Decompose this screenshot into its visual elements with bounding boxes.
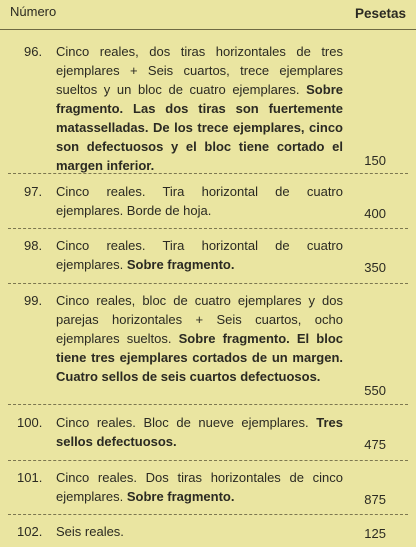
- lot-text: Cinco reales. Dos tiras horizontales de cinco ejemplares.: [56, 470, 343, 504]
- lot-number: 101.: [17, 470, 43, 485]
- lot-description: [56, 468, 343, 506]
- lot-text: Cinco reales. Tira horizontal de cuatro ejemplares. Borde de hoja.: [56, 184, 343, 218]
- lot-text-bold: Tres sellos defectuosos.: [56, 415, 343, 449]
- lot-number: 100.: [17, 415, 43, 430]
- lot-price: 875: [364, 492, 386, 507]
- lot-text: Cinco reales. Tira horizontal de cuatro ejemplares.: [56, 238, 343, 272]
- lot-divider: [8, 404, 408, 405]
- lot-price: 400: [364, 206, 386, 221]
- lot-divider: [8, 514, 408, 515]
- lot-description: [56, 413, 343, 451]
- lot-price: 150: [364, 153, 386, 168]
- lot-divider: [8, 460, 408, 461]
- lot-number: 96.: [24, 44, 43, 59]
- lot-text-bold: Sobre fragmento. Las dos tiras son fuertemente matasselladas. De los trece ejemplares, cinco son defectuosos y el bloc tiene cortado el margen inferior.: [56, 82, 343, 173]
- lot-text-bold: Sobre fragmento. El bloc tiene tres ejemplares cortados de un margen. Cuatro sellos de seis cuartos defectuosos.: [56, 331, 344, 384]
- lot-divider: [8, 173, 408, 174]
- lot-divider: [8, 228, 408, 229]
- lot-price: 550: [364, 383, 386, 398]
- lot-text-bold: Sobre fragmento.: [126, 489, 235, 504]
- lot-number: 102.: [17, 524, 43, 539]
- lot-number: 98.: [24, 238, 43, 253]
- lot-divider: [8, 283, 408, 284]
- lot-text-bold: Sobre fragmento.: [126, 257, 235, 272]
- lot-text: Cinco reales, dos tiras horizontales de tres ejemplares + Seis cuartos, trece ejemplares sueltos y un bloc de cuatro ejemplares.: [56, 44, 343, 97]
- lot-description: [56, 522, 343, 541]
- lot-description: [56, 291, 343, 386]
- lot-description: [56, 182, 343, 220]
- lot-number: 99.: [24, 293, 43, 308]
- number-column-header: Número: [10, 4, 57, 19]
- lot-text: Cinco reales. Bloc de nueve ejemplares.: [56, 415, 309, 430]
- lot-price: 125: [364, 526, 386, 541]
- table-header: [10, 4, 406, 24]
- lot-text: Cinco reales, bloc de cuatro ejemplares y dos parejas horizontales + Seis cuartos, ocho ejemplares sueltos.: [56, 293, 343, 346]
- header-rule: [0, 29, 416, 30]
- lot-price: 475: [364, 437, 386, 452]
- lot-number: 97.: [24, 184, 43, 199]
- lot-description: [56, 236, 343, 274]
- lot-text: Seis reales.: [56, 524, 124, 539]
- lot-price: 350: [364, 260, 386, 275]
- lot-description: [56, 42, 343, 175]
- price-column-header: Pesetas: [354, 6, 406, 21]
